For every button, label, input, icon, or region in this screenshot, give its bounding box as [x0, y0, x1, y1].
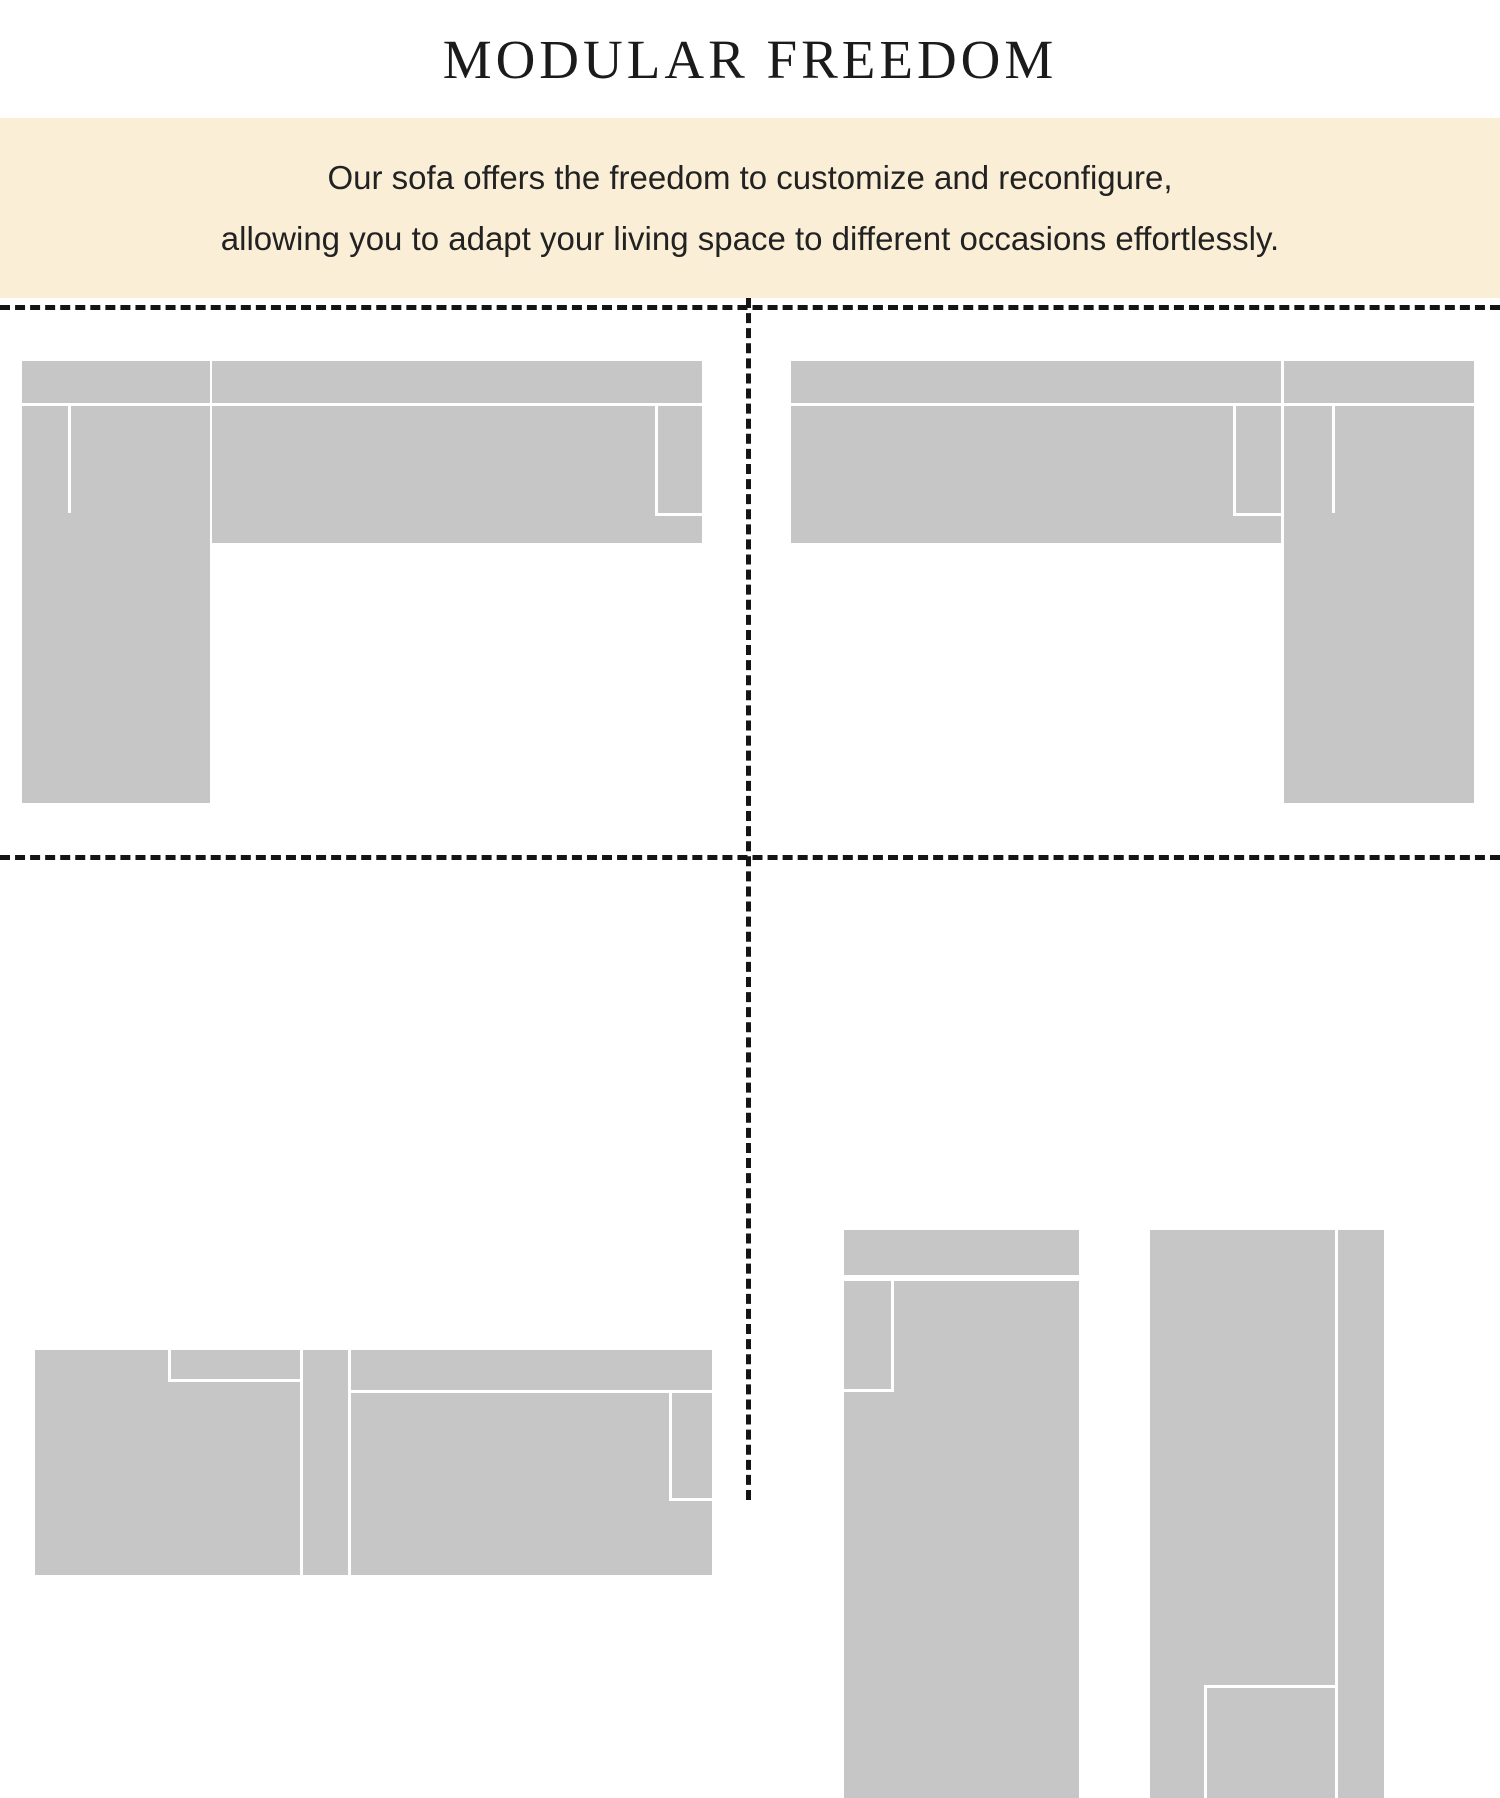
seam-left-arm-horizontal	[844, 1389, 894, 1392]
module-chaise-right	[1284, 513, 1474, 803]
module-backrest-short	[1284, 361, 1474, 403]
subtitle-line-2: allowing you to adapt your living space to different occasions effortlessly.	[220, 220, 1280, 257]
module-sofa-backrest	[351, 1350, 712, 1390]
module-connector	[303, 1350, 348, 1575]
seam-right-arm-horizontal	[655, 513, 702, 516]
seam-ottoman-vertical	[168, 1350, 171, 1382]
module-right-seat	[1150, 1230, 1335, 1798]
module-backrest-right	[212, 361, 702, 403]
seam-left-arm-vertical	[68, 406, 71, 516]
module-backrest-long	[791, 361, 1281, 403]
config-top-left	[0, 298, 746, 855]
seam-left-arm-vertical	[891, 1281, 894, 1391]
module-main-seat	[791, 406, 1281, 543]
seam-right-arm-vertical	[655, 406, 658, 516]
module-ottoman	[35, 1350, 300, 1575]
seam-right-arm-vertical	[1204, 1685, 1207, 1798]
subtitle-line-1: Our sofa offers the freedom to customize and reconfigure,	[327, 158, 1173, 196]
module-corner-seat	[1284, 406, 1474, 514]
seam-right-arm-vertical	[1332, 406, 1335, 516]
module-backrest-left	[22, 361, 210, 403]
seam-inner-arm-horizontal	[1233, 513, 1281, 516]
seam-sofa-arm-vertical	[669, 1393, 672, 1501]
seam-left-top	[844, 1278, 1079, 1281]
configuration-grid	[0, 298, 1500, 1500]
module-main-seat	[212, 406, 702, 543]
config-bottom-right	[746, 855, 1500, 1500]
subtitle-banner	[0, 118, 1500, 298]
page-title: MODULAR FREEDOM	[442, 28, 1058, 90]
module-left-seat	[844, 1278, 1079, 1798]
seam-inner-arm-vertical	[1233, 406, 1236, 516]
module-left-backrest	[844, 1230, 1079, 1275]
config-bottom-left	[0, 855, 746, 1500]
module-right-backrest	[1338, 1230, 1384, 1798]
module-chaise-left	[22, 513, 210, 803]
seam-ottoman-horizontal	[168, 1379, 300, 1382]
module-sofa-seat	[351, 1393, 712, 1575]
module-corner-seat	[22, 406, 210, 514]
seam-right-arm-horizontal	[1204, 1685, 1335, 1688]
header-title-area	[0, 0, 1500, 118]
config-top-right	[746, 298, 1500, 855]
